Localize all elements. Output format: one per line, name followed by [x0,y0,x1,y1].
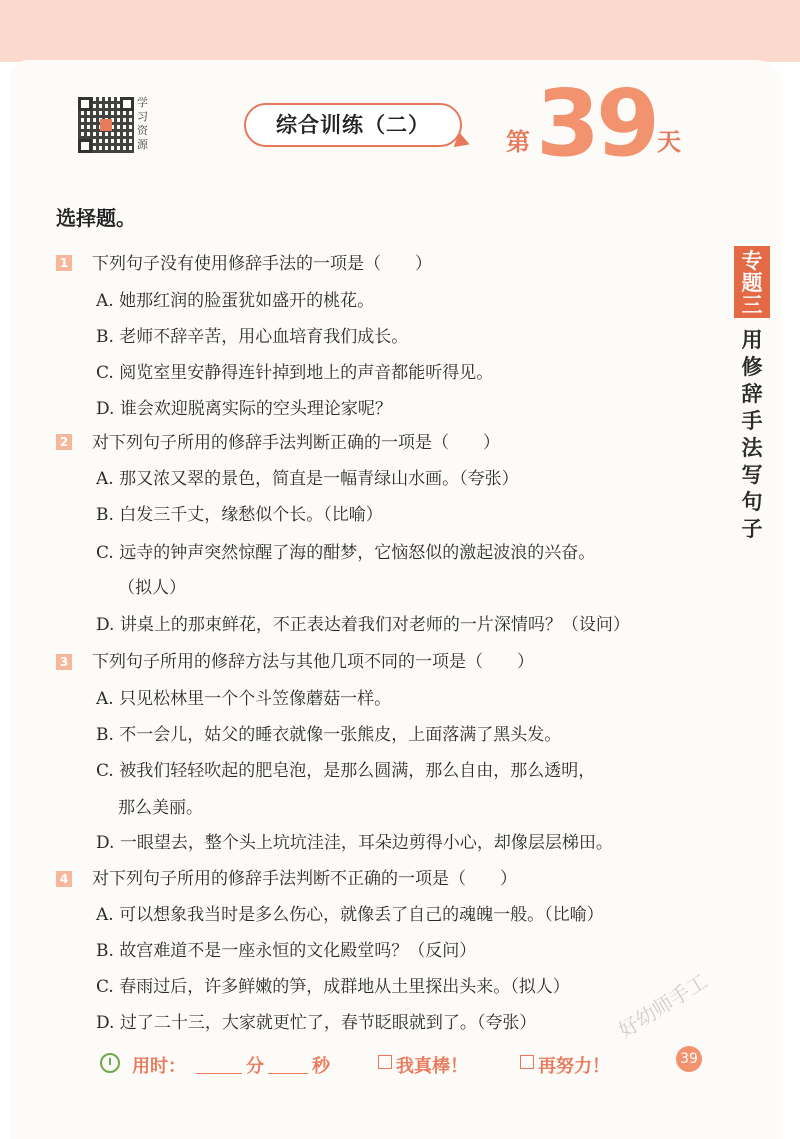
minutes-blank[interactable] [196,1073,242,1074]
lesson-title: 综合训练（二） [244,103,462,147]
option-line: （拟人） [118,578,186,598]
topic-subtitle: 用修辞手法写句子 [741,327,763,541]
option-line: B. 老师不辞辛苦，用心血培育我们成长。 [96,327,409,347]
time-label: 用时： [132,1056,186,1077]
option-good-label: 我真棒！ [396,1056,468,1077]
question-number-badge: 1 [56,255,72,271]
option-line: C. 春雨过后，许多鲜嫩的笋，成群地从土里探出头来。（拟人） [96,977,570,997]
checkbox-good[interactable] [378,1055,392,1069]
option-line: A. 她那红润的脸蛋犹如盛开的桃花。 [96,291,375,311]
option-line: A. 那又浓又翠的景色，简直是一幅青绿山水画。（夸张） [96,469,519,489]
minute-unit: 分 [246,1056,264,1077]
option-line: B. 故宫难道不是一座永恒的文化殿堂吗？（反问） [96,941,477,961]
question-stem: 下列句子所用的修辞方法与其他几项不同的一项是（ ） [92,652,534,672]
option-line: A. 可以想象我当时是多么伤心，就像丢了自己的魂魄一般。（比喻） [96,905,604,925]
seconds-blank[interactable] [268,1073,308,1074]
option-line: D. 谁会欢迎脱离实际的空头理论家呢？ [96,399,392,419]
qr-label: 学习资源 [137,96,148,151]
option-try-label: 再努力！ [538,1056,610,1077]
question-stem: 对下列句子所用的修辞手法判断正确的一项是（ ） [92,433,500,453]
checkbox-try[interactable] [520,1055,534,1069]
option-line: C. 远寺的钟声突然惊醒了海的酣梦，它恼怒似的激起波浪的兴奋。 [96,543,596,563]
topic-tab [734,246,770,318]
page-number: 39 [676,1046,702,1072]
option-line: C. 阅览室里安静得连针掉到地上的声音都能听得见。 [96,363,494,383]
section-title: 选择题。 [56,206,136,230]
day-suffix: 天 [657,127,681,156]
option-line: D. 过了二十三，大家就更忙了，春节眨眼就到了。（夸张） [96,1013,537,1033]
watermark: 好幼师手工 [614,969,712,1043]
top-color-band [0,0,800,62]
question-stem: 下列句子没有使用修辞手法的一项是（ ） [92,254,432,274]
option-line: D. 一眼望去，整个头上坑坑洼洼，耳朵边剪得小心，却像层层梯田。 [96,833,613,853]
option-line: 那么美丽。 [118,798,203,818]
question-number-badge: 2 [56,434,72,450]
alarm-clock-icon [100,1053,120,1073]
option-line: C. 被我们轻轻吹起的肥皂泡，是那么圆满，那么自由，那么透明， [96,761,596,781]
question-number-badge: 3 [56,654,72,670]
topic-tab-label: 专题三 [741,248,763,317]
second-unit: 秒 [312,1056,330,1077]
day-prefix: 第 [506,127,530,156]
question-number-badge: 4 [56,871,72,887]
question-stem: 对下列句子所用的修辞手法判断不正确的一项是（ ） [92,869,517,889]
day-number: 39 [536,70,657,177]
option-line: A. 只见松林里一个个斗笠像蘑菇一样。 [96,689,392,709]
qr-code-icon [78,97,134,153]
option-line: D. 讲桌上的那束鲜花，不正表达着我们对老师的一片深情吗？（设问） [96,615,630,635]
option-line: B. 不一会儿，姑父的睡衣就像一张熊皮，上面落满了黑头发。 [96,725,562,745]
option-line: B. 白发三千丈，缘愁似个长。（比喻） [96,505,383,525]
